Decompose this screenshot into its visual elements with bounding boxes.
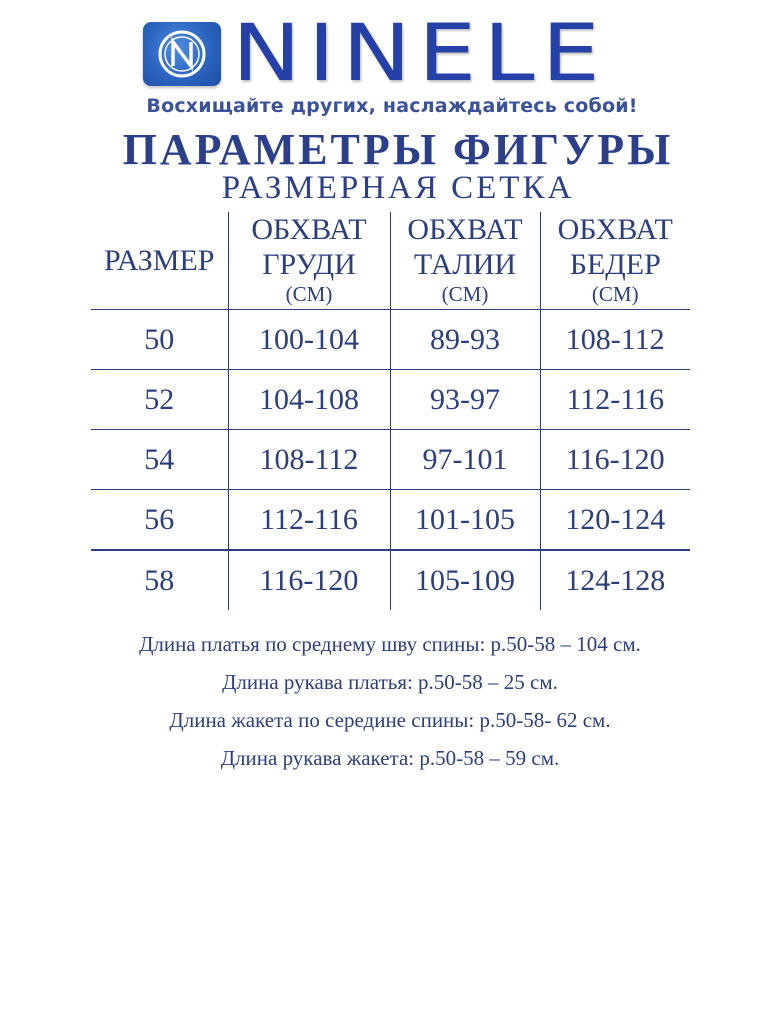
header-waist-unit: (СМ) <box>441 282 489 306</box>
header-hips-unit: (СМ) <box>591 282 639 306</box>
table-row <box>91 430 690 490</box>
header-size: РАЗМЕР <box>104 244 215 277</box>
size-table <box>91 212 690 610</box>
brand-name: NINELE <box>232 9 607 99</box>
table-row <box>91 550 690 610</box>
cell-chest: 108-112 <box>228 430 390 490</box>
cell-hips: 124-128 <box>540 550 690 610</box>
cell-hips: 120-124 <box>540 490 690 551</box>
note-dress-sleeve: Длина рукава платья: р.50-58 – 25 см. <box>222 670 558 694</box>
table-header-row <box>91 212 690 310</box>
page-subtitle: РАЗМЕРНАЯ СЕТКА <box>221 170 575 206</box>
cell-size: 54 <box>91 430 228 490</box>
logo-row <box>0 9 768 99</box>
table-row <box>91 370 690 430</box>
table-row <box>91 490 690 551</box>
cell-waist: 97-101 <box>390 430 540 490</box>
header-chest-line1: ОБХВАТ <box>251 213 367 246</box>
cell-chest: 112-116 <box>228 490 390 551</box>
cell-waist: 89-93 <box>390 310 540 370</box>
note-jacket-length: Длина жакета по середине спины: р.50-58- 62 см. <box>169 708 611 732</box>
cell-waist: 101-105 <box>390 490 540 551</box>
header-waist <box>390 212 540 310</box>
header-hips-line2: БЕДЕР <box>569 248 661 281</box>
header-chest <box>228 212 390 310</box>
header-chest-unit: (СМ) <box>285 282 333 306</box>
cell-chest: 104-108 <box>228 370 390 430</box>
header-waist-line1: ОБХВАТ <box>407 213 523 246</box>
cell-hips: 116-120 <box>540 430 690 490</box>
cell-size: 50 <box>91 310 228 370</box>
page-title: ПАРАМЕТРЫ ФИГУРЫ <box>122 125 674 174</box>
cell-hips: 112-116 <box>540 370 690 430</box>
cell-size: 56 <box>91 490 228 551</box>
cell-hips: 108-112 <box>540 310 690 370</box>
cell-waist: 93-97 <box>390 370 540 430</box>
cell-chest: 116-120 <box>228 550 390 610</box>
note-dress-length: Длина платья по среднему шву спины: р.50-58 – 104 см. <box>139 632 641 656</box>
cell-size: 52 <box>91 370 228 430</box>
header-waist-line2: ТАЛИИ <box>413 248 517 281</box>
ninele-n-logo-icon <box>143 22 221 86</box>
header-hips-line1: ОБХВАТ <box>557 213 673 246</box>
header-hips <box>540 212 690 310</box>
table-row <box>91 310 690 370</box>
cell-chest: 100-104 <box>228 310 390 370</box>
cell-size: 58 <box>91 550 228 610</box>
header-chest-line2: ГРУДИ <box>262 248 356 281</box>
slogan: Восхищайте других, наслаждайтесь собой! <box>146 95 638 117</box>
measurement-notes <box>0 625 768 777</box>
cell-waist: 105-109 <box>390 550 540 610</box>
note-jacket-sleeve: Длина рукава жакета: р.50-58 – 59 см. <box>220 746 560 770</box>
